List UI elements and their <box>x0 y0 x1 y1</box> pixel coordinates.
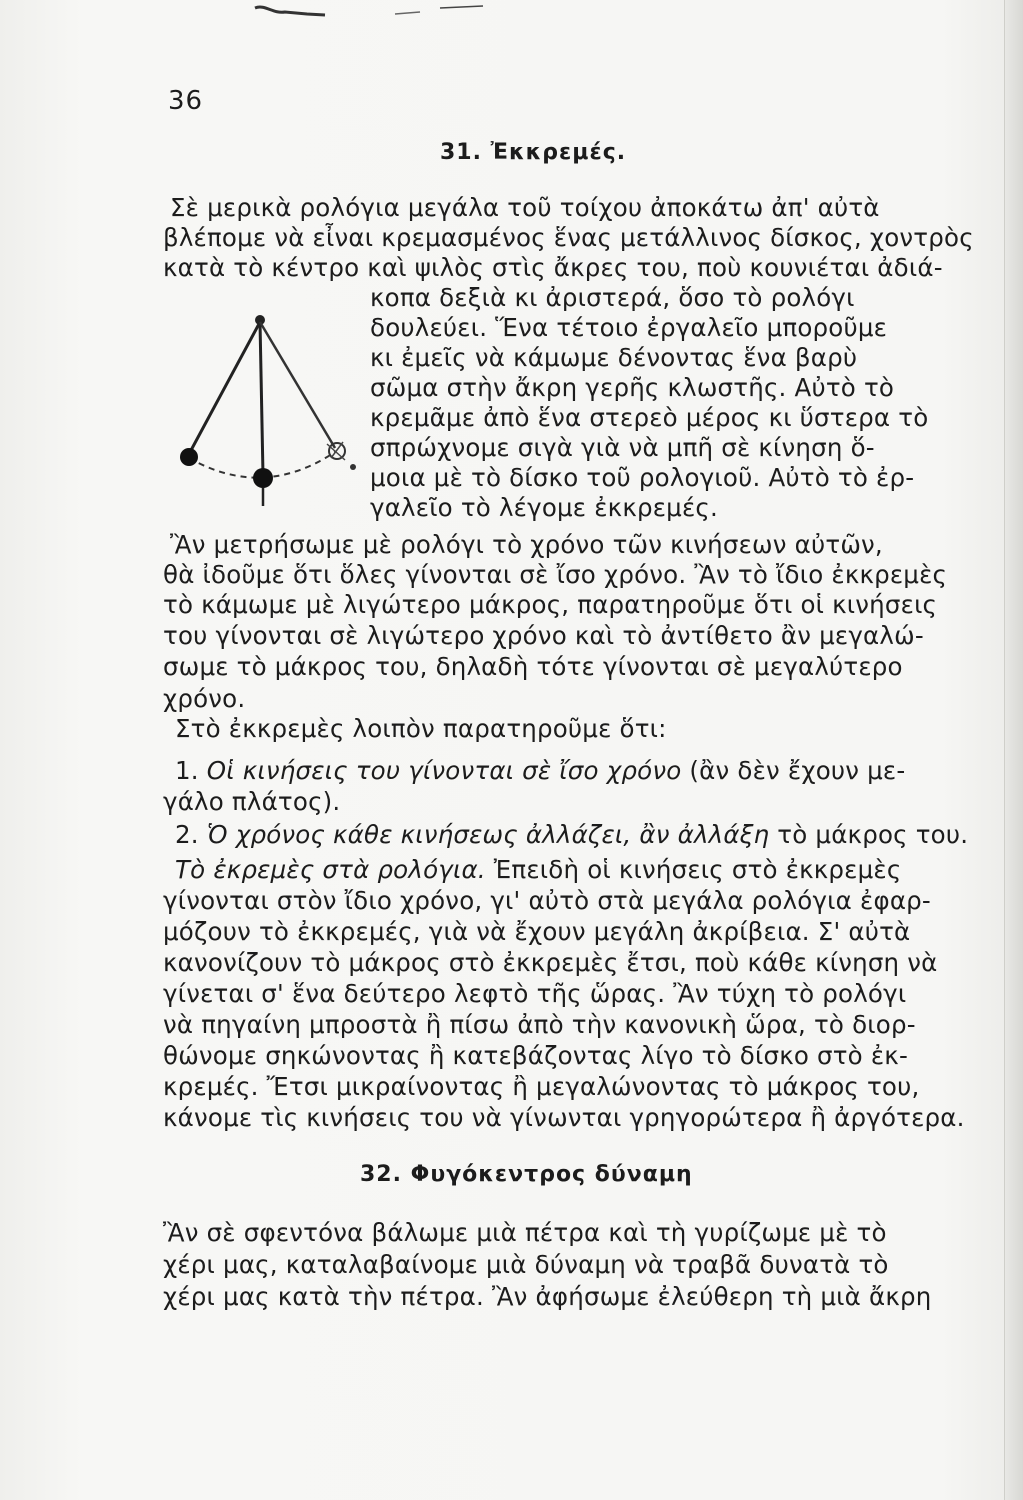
text-run: Ἐπειδὴ οἱ κινήσεις στὸ ἐκκρεμὲς <box>493 855 902 884</box>
text-line: Στὸ ἐκκρεμὲς λοιπὸν παρατηροῦμε ὅτι: <box>175 714 667 743</box>
text-line: σπρώχνομε σιγὰ γιὰ νὰ μπῆ σὲ κίνηση ὅ- <box>370 433 875 462</box>
list-number: 1. <box>175 756 199 785</box>
clock-paragraph-first-line <box>175 855 901 885</box>
text-line: κι ἐμεῖς νὰ κάμωμε δένοντας ἕνα βαρὺ <box>370 343 858 372</box>
list-italic-text: Ὁ χρόνος κάθε κινήσεως ἀλλάζει, ἂν ἀλλάξη <box>206 820 770 849</box>
text-line: γίνονται στὸν ἴδιο χρόνο, γι' αὐτὸ στὰ μεγάλα ρολόγια ἐφαρ- <box>163 886 931 915</box>
text-line: βλέπομε νὰ εἶναι κρεμασμένος ἕνας μετάλλινος δίσκος, χοντρὸς <box>163 223 974 252</box>
text-line: γαλεῖο τὸ λέγομε ἐκκρεμές. <box>370 493 718 522</box>
text-line: κανονίζουν τὸ μάκρος στὸ ἐκκρεμὲς ἔτσι, ποὺ κάθε κίνηση νὰ <box>163 948 938 977</box>
top-smudge-mark <box>245 0 485 24</box>
pendulum-illustration <box>175 310 365 515</box>
list-item-2 <box>175 820 968 850</box>
text-line: κατὰ τὸ κέντρο καὶ ψιλὸς στὶς ἄκρες του, ποὺ κουνιέται ἀδιά- <box>163 253 943 282</box>
text-line: γίνεται σ' ἕνα δεύτερο λεφτὸ τῆς ὥρας. Ἂν τύχη τὸ ρολόγι <box>163 979 907 1008</box>
text-line: Ἂν μετρήσωμε μὲ ρολόγι τὸ χρόνο τῶν κινήσεων αὐτῶν, <box>170 530 883 559</box>
text-line: θὰ ἰδοῦμε ὅτι ὅλες γίνονται σὲ ἴσο χρόνο. Ἂν τὸ ἴδιο ἐκκρεμὲς <box>163 560 948 589</box>
list-number: 2. <box>175 820 199 849</box>
section-32-heading: 32. Φυγόκεντρος δύναμη <box>360 1162 693 1187</box>
text-line: δουλεύει. Ἕνα τέτοιο ἐργαλεῖο μποροῦμε <box>370 313 888 342</box>
text-line: χρόνο. <box>163 684 246 713</box>
text-line: μόζουν τὸ ἐκκρεμές, γιὰ νὰ ἔχουν μεγάλη ἀκρίβεια. Σ' αὐτὰ <box>163 917 911 946</box>
text-line: κρεμᾶμε ἀπὸ ἕνα στερεὸ μέρος κι ὕστερα τὸ <box>370 403 929 432</box>
text-line: Ἂν σὲ σφεντόνα βάλωμε μιὰ πέτρα καὶ τὴ γυρίζωμε μὲ τὸ <box>163 1218 887 1247</box>
list-item-1 <box>175 756 905 786</box>
text-line: κοπα δεξιὰ κι ἀριστερά, ὅσο τὸ ρολόγι <box>370 283 855 312</box>
text-line: κάνομε τὶς κινήσεις του νὰ γίνωνται γρηγορώτερα ἢ ἀργότερα. <box>163 1103 965 1132</box>
text-line: σωμε τὸ μάκρος του, δηλαδὴ τότε γίνονται σὲ μεγαλύτερο <box>163 652 903 681</box>
list-rest-text: τὸ μάκρος του. <box>777 820 969 849</box>
text-line: χέρι μας κατὰ τὴν πέτρα. Ἂν ἀφήσωμε ἐλεύθερη τὴ μιὰ ἄκρη <box>163 1282 932 1311</box>
run-in-heading: Τὸ ἐκρεμὲς στὰ ρολόγια. <box>175 855 486 884</box>
text-line: γάλο πλάτος). <box>163 787 341 816</box>
section-31-heading: 31. Ἐκκρεμές. <box>440 140 627 165</box>
text-line: χέρι μας, καταλαβαίνομε μιὰ δύναμη νὰ τραβᾶ δυνατὰ τὸ <box>163 1250 889 1279</box>
text-line: κρεμές. Ἔτσι μικραίνοντας ἢ μεγαλώνοντας τὸ μάκρος του, <box>163 1072 920 1101</box>
text-line: τὸ κάμωμε μὲ λιγώτερο μάκρος, παρατηροῦμε ὅτι οἱ κινήσεις <box>163 590 938 619</box>
page-number: 36 <box>168 86 204 116</box>
text-line: μοια μὲ τὸ δίσκο τοῦ ρολογιοῦ. Αὐτὸ τὸ ἐρ- <box>370 463 915 492</box>
page-edge-shadow <box>1004 0 1023 1500</box>
text-line: σῶμα στὴν ἄκρη γερῆς κλωστῆς. Αὐτὸ τὸ <box>370 373 895 402</box>
text-line: νὰ πηγαίνη μπροστὰ ἢ πίσω ἀπὸ τὴν κανονικὴ ὥρα, τὸ διορ- <box>163 1010 916 1039</box>
list-rest-text: (ἂν δὲν ἔχουν με- <box>689 756 906 785</box>
text-line: Σὲ μερικὰ ρολόγια μεγάλα τοῦ τοίχου ἀποκάτω ἀπ' αὐτὰ <box>170 193 880 222</box>
text-line: θώνομε σηκώνοντας ἢ κατεβάζοντας λίγο τὸ δίσκο στὸ ἐκ- <box>163 1041 908 1070</box>
list-italic-text: Οἱ κινήσεις του γίνονται σὲ ἴσο χρόνο <box>206 756 682 785</box>
text-line: του γίνονται σὲ λιγώτερο χρόνο καὶ τὸ ἀντίθετο ἂν μεγαλώ- <box>163 621 924 650</box>
